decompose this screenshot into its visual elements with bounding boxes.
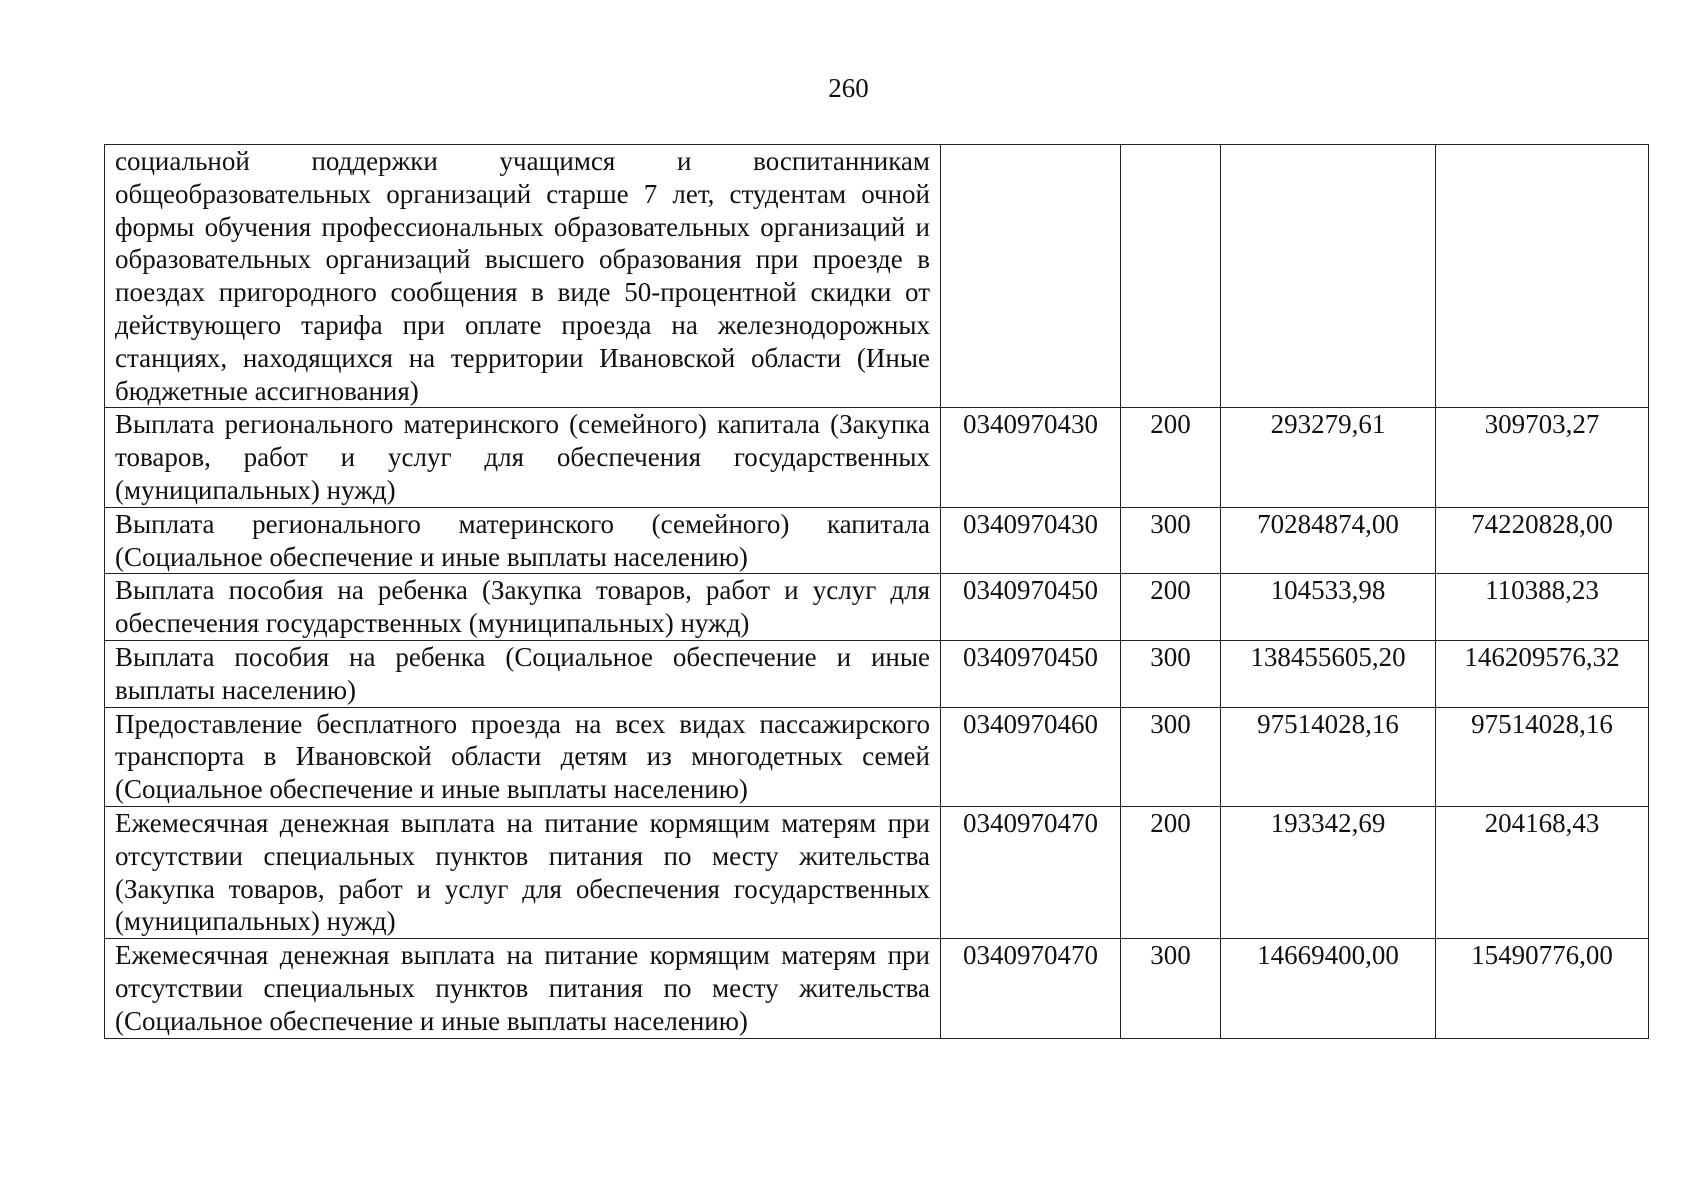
expense-type-code: 200 [1121, 806, 1221, 938]
expense-type-code: 300 [1121, 939, 1221, 1038]
expense-type-code [1121, 145, 1221, 408]
amount-year-1: 138455605,20 [1221, 640, 1436, 707]
budget-table [104, 144, 1649, 1039]
amount-year-2: 110388,23 [1436, 574, 1649, 641]
amount-year-1 [1221, 145, 1436, 408]
amount-year-1: 193342,69 [1221, 806, 1436, 938]
amount-year-2: 146209576,32 [1436, 640, 1649, 707]
row-description: Выплата регионального материнского (семейного) капитала (Социальное обеспечение и иные выплаты населению) [105, 507, 941, 574]
expense-type-code: 300 [1121, 507, 1221, 574]
target-article-code: 0340970430 [941, 507, 1121, 574]
table-row [105, 408, 1649, 507]
amount-year-1: 104533,98 [1221, 574, 1436, 641]
expense-type-code: 300 [1121, 640, 1221, 707]
page-number: 260 [828, 73, 869, 103]
table-row [105, 939, 1649, 1038]
table-row [105, 707, 1649, 806]
row-description: социальной поддержки учащимся и воспитанникам общеобразовательных организаций старше 7 лет, студентам очной формы обучения профессиональных образовательных организаций и образовательных организаций высшего образования при проезде в поездах пригородного сообщения в виде 50-процентной скидки от действующего тарифа при оплате проезда на железнодорожных станциях, находящихся на территории Ивановской области (Иные бюджетные ассигнования) [105, 145, 941, 408]
target-article-code: 0340970450 [941, 640, 1121, 707]
row-description: Ежемесячная денежная выплата на питание кормящим матерям при отсутствии специальных пунктов питания по месту жительства (Социальное обеспечение и иные выплаты населению) [105, 939, 941, 1038]
target-article-code [941, 145, 1121, 408]
amount-year-2: 97514028,16 [1436, 707, 1649, 806]
row-description: Ежемесячная денежная выплата на питание кормящим матерям при отсутствии специальных пунктов питания по месту жительства (Закупка товаров, работ и услуг для обеспечения государственных (муниципальных) нужд) [105, 806, 941, 938]
target-article-code: 0340970460 [941, 707, 1121, 806]
row-description: Предоставление бесплатного проезда на всех видах пассажирского транспорта в Ивановской области детям из многодетных семей (Социальное обеспечение и иные выплаты населению) [105, 707, 941, 806]
table-row [105, 640, 1649, 707]
table-row [105, 574, 1649, 641]
target-article-code: 0340970430 [941, 408, 1121, 507]
amount-year-1: 14669400,00 [1221, 939, 1436, 1038]
row-description: Выплата пособия на ребенка (Социальное обеспечение и иные выплаты населению) [105, 640, 941, 707]
amount-year-1: 70284874,00 [1221, 507, 1436, 574]
amount-year-2: 15490776,00 [1436, 939, 1649, 1038]
amount-year-2: 204168,43 [1436, 806, 1649, 938]
target-article-code: 0340970450 [941, 574, 1121, 641]
amount-year-2: 309703,27 [1436, 408, 1649, 507]
table-row [105, 507, 1649, 574]
amount-year-1: 97514028,16 [1221, 707, 1436, 806]
table-row [105, 806, 1649, 938]
target-article-code: 0340970470 [941, 806, 1121, 938]
row-description: Выплата пособия на ребенка (Закупка товаров, работ и услуг для обеспечения государственных (муниципальных) нужд) [105, 574, 941, 641]
amount-year-2 [1436, 145, 1649, 408]
row-description: Выплата регионального материнского (семейного) капитала (Закупка товаров, работ и услуг для обеспечения государственных (муниципальных) нужд) [105, 408, 941, 507]
expense-type-code: 200 [1121, 574, 1221, 641]
expense-type-code: 200 [1121, 408, 1221, 507]
target-article-code: 0340970470 [941, 939, 1121, 1038]
amount-year-2: 74220828,00 [1436, 507, 1649, 574]
table-row [105, 145, 1649, 408]
amount-year-1: 293279,61 [1221, 408, 1436, 507]
budget-table-body [105, 145, 1649, 1039]
expense-type-code: 300 [1121, 707, 1221, 806]
